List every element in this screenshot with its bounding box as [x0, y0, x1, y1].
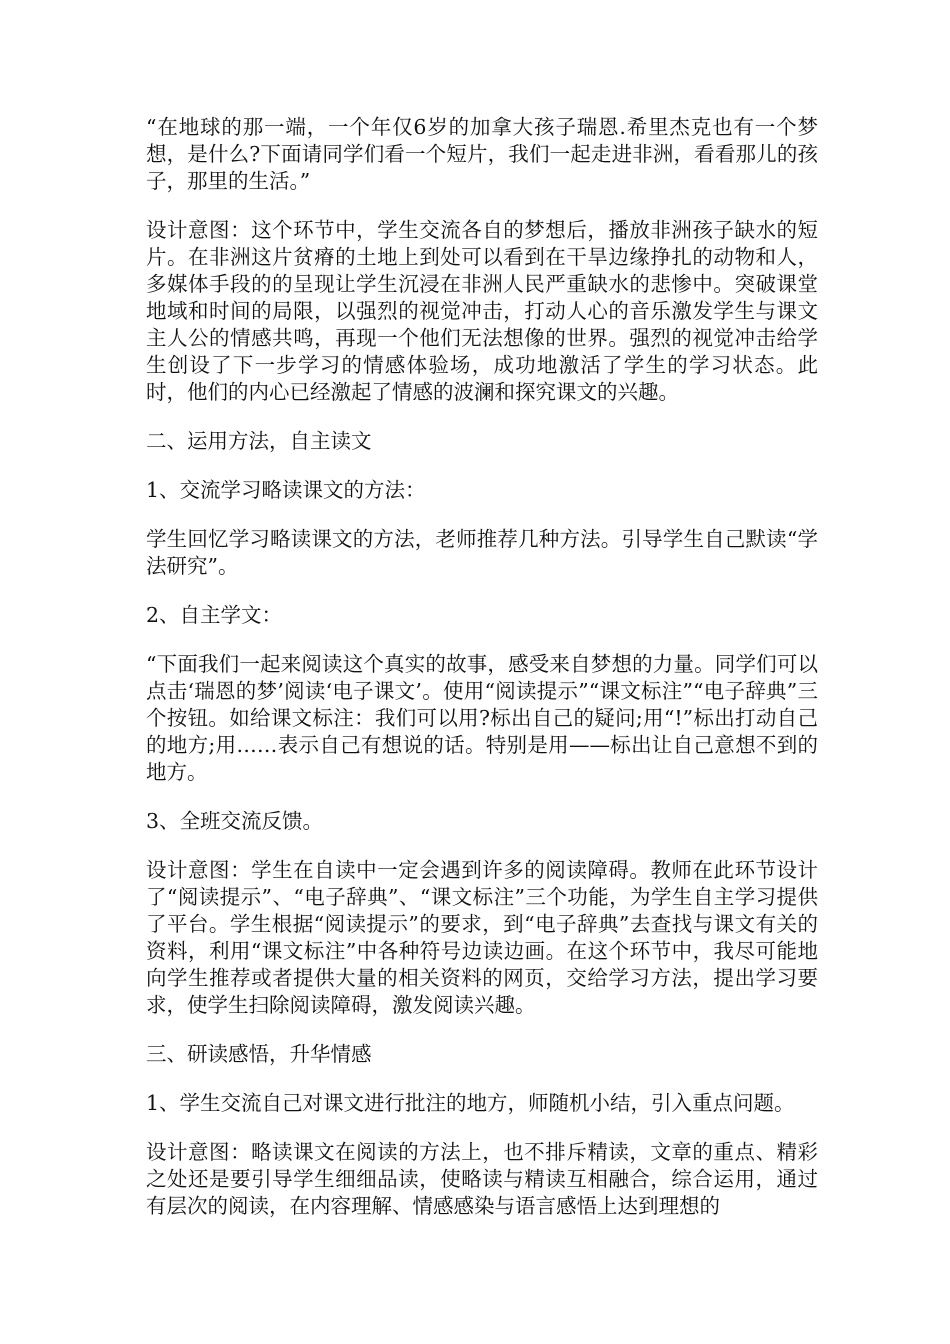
list-item-2: 2、自主学文： — [146, 603, 283, 627]
paragraph-methods: 学生回忆学习略读课文的方法，老师推荐几种方法。引导学生自己默读“学法研究”。 — [146, 527, 818, 578]
list-item-3-1: 1、学生交流自己对课文进行批注的地方，师随机小结，引入重点问题。 — [146, 1091, 795, 1115]
section-heading-3: 三、研读感悟，升华情感 — [146, 1042, 372, 1066]
paragraph-quote-ryan: “在地球的那一端，一个年仅6岁的加拿大孩子瑞恩.希里杰克也有一个梦想，是什么?下面请同学们看一个短片，我们一起走进非洲，看看那儿的孩子，那里的生活。” — [146, 115, 818, 193]
list-item-1: 1、交流学习略读课文的方法： — [146, 478, 426, 502]
document-page — [146, 114, 818, 1242]
paragraph-reading-instructions: “下面我们一起来阅读这个真实的故事，感受来自梦想的力量。同学们可以点击‘瑞恩的梦’阅读‘电子课文’。使用“阅读提示”“课文标注”“电子辞典”三个按钮。如给课文标注：我们可以用?标出自己的疑问;用“!”标出打动自己的地方;用……表示自己有想说的话。特别是用——标出让自己意想不到的地方。 — [146, 652, 818, 784]
list-item-3: 3、全班交流反馈。 — [146, 809, 324, 833]
paragraph-design-intent-2: 设计意图：学生在自读中一定会遇到许多的阅读障碍。教师在此环节设计了“阅读提示”、“电子辞典”、“课文标注”三个功能，为学生自主学习提供了平台。学生根据“阅读提示”的要求，到“电子辞典”去查找与课文有关的资料，利用“课文标注”中各种符号边读边画。在这个环节中，我尽可能地向学生推荐或者提供大量的相关资料的网页，交给学习方法，提出学习要求，使学生扫除阅读障碍，激发阅读兴趣。 — [146, 858, 818, 1017]
paragraph-design-intent-3: 设计意图：略读课文在阅读的方法上，也不排斥精读，文章的重点、精彩之处还是要引导学生细细品读，使略读与精读互相融合，综合运用，通过有层次的阅读，在内容理解、情感感染与语言感悟上达到理想的 — [146, 1140, 818, 1218]
paragraph-design-intent-1: 设计意图：这个环节中，学生交流各自的梦想后，播放非洲孩子缺水的短片。在非洲这片贫瘠的土地上到处可以看到在干旱边缘挣扎的动物和人，多媒体手段的的呈现让学生沉浸在非洲人民严重缺水的悲惨中。突破课堂地域和时间的局限，以强烈的视觉冲击，打动人心的音乐激发学生与课文主人公的情感共鸣，再现一个他们无法想像的世界。强烈的视觉冲击给学生创设了下一步学习的情感体验场，成功地激活了学生的学习状态。此时，他们的内心已经激起了情感的波澜和探究课文的兴趣。 — [146, 218, 818, 404]
section-heading-2: 二、运用方法，自主读文 — [146, 429, 372, 453]
